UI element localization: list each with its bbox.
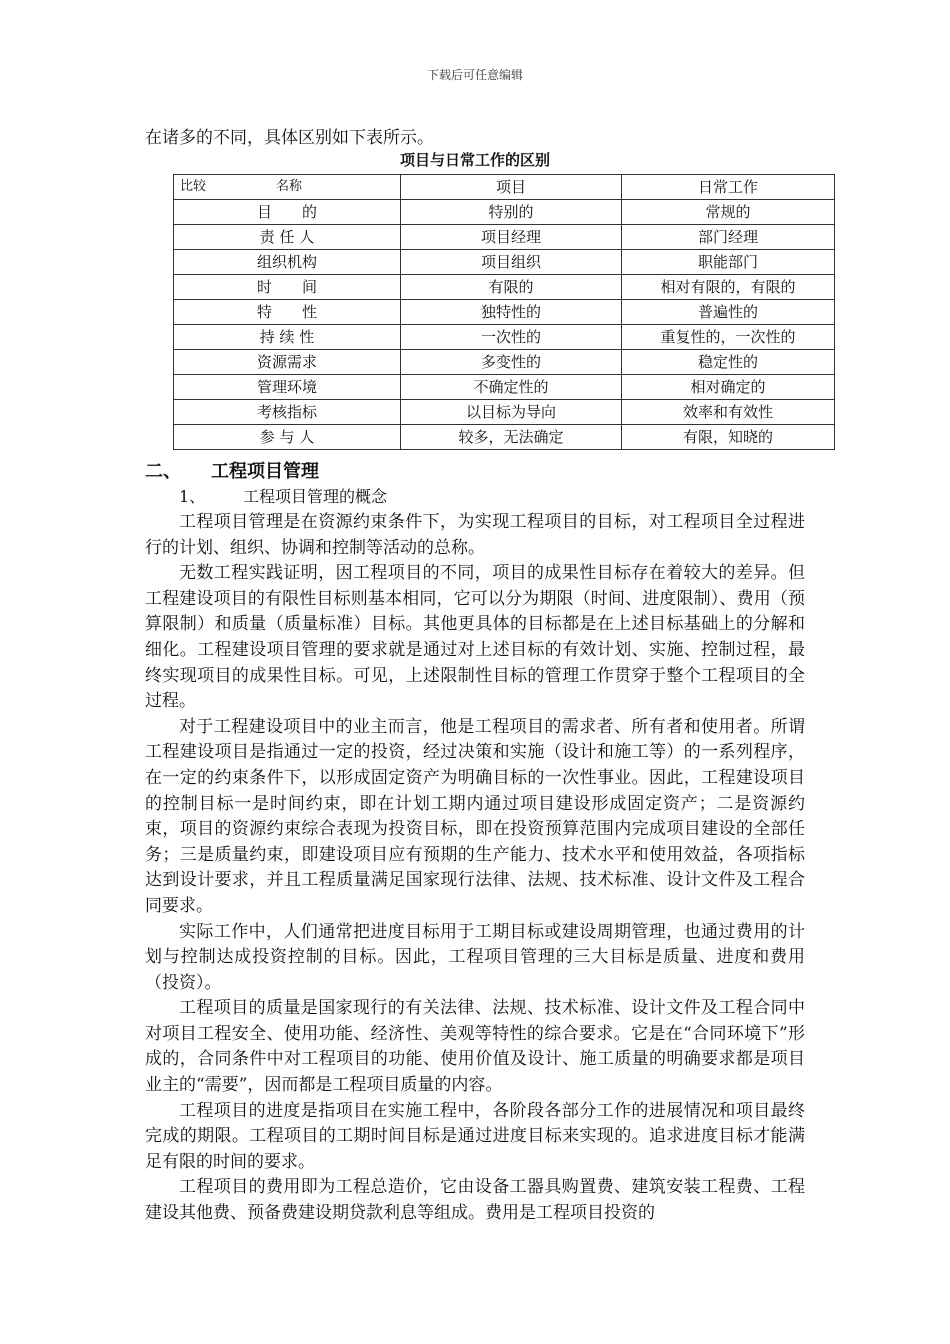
table-cell: 组织机构 [174,250,401,275]
header-name-label: 名称 [276,179,303,194]
table-cell: 目 的 [174,200,401,225]
table-header-cell: 日常工作 [622,175,835,200]
table-cell: 多变性的 [401,350,622,375]
table-header-cell [174,175,401,200]
table-row [174,275,835,300]
table-cell: 持 续 性 [174,325,401,350]
table-cell: 以目标为导向 [401,400,622,425]
table-title: 项目与日常工作的区别 [399,151,550,169]
table-cell: 一次性的 [401,325,622,350]
table-cell: 管理环境 [174,375,401,400]
table-cell: 资源需求 [174,350,401,375]
table-row [174,250,835,275]
table-cell: 较多，无法确定 [401,425,622,450]
table-row [174,350,835,375]
table-cell: 时 间 [174,275,401,300]
paragraph: 工程项目的费用即为工程总造价，它由设备工器具购置费、建筑安装工程费、工程建设其他费、预备费建设期贷款利息等组成。费用是工程项目投资的 [145,1177,805,1224]
paragraph: 对于工程建设项目中的业主而言，他是工程项目的需求者、所有者和使用者。所谓工程建设项目是指通过一定的投资，经过决策和实施（设计和施工等）的一系列程序，在一定的约束条件下，以形成固定资产为明确目标的一次性事业。因此，工程建设项目的控制目标一是时间约束，即在计划工期内通过项目建设形成固定资产；二是资源约束，项目的资源约束综合表现为投资目标，即在投资预算范围内完成项目建设的全部任务；三是质量约束，即建设项目应有预期的生产能力、技术水平和使用效益，各项指标达到设计要求，并且工程质量满足国家现行法律、法规、技术标准、设计文件及工程合同要求。 [145,716,805,916]
paragraph: 工程项目的质量是国家现行的有关法律、法规、技术标准、设计文件及工程合同中对项目工程安全、使用功能、经济性、美观等特性的综合要求。它是在“合同环境下”形成的，合同条件中对工程项目的功能、使用价值及设计、施工质量的明确要求都是项目业主的“需要”，因而都是工程项目质量的内容。 [145,998,805,1096]
table-cell: 不确定性的 [401,375,622,400]
table-row [174,225,835,250]
table-cell: 稳定性的 [622,350,835,375]
table-cell: 普遍性的 [622,300,835,325]
table-header-row [174,175,835,200]
table-cell: 项目组织 [401,250,622,275]
subsection-heading [145,484,805,510]
table-row [174,300,835,325]
paragraph: 实际工作中，人们通常把进度目标用于工期目标或建设周期管理，也通过费用的计划与控制达成投资控制的目标。因此，工程项目管理的三大目标是质量、进度和费用（投资）。 [145,921,805,993]
section-title: 工程项目管理 [211,461,319,482]
table-cell: 有限，知晓的 [622,425,835,450]
table-cell: 效率和有效性 [622,400,835,425]
table-cell: 有限的 [401,275,622,300]
table-cell: 相对有限的，有限的 [622,275,835,300]
intro-text: 在诸多的不同，具体区别如下表所示。 [145,128,434,148]
paragraph: 无数工程实践证明，因工程项目的不同，项目的成果性目标存在着较大的差异。但工程建设项目的有限性目标则基本相同，它可以分为期限（时间、进度限制）、费用（预算限制）和质量（质量标准）目标。其他更具体的目标都是在上述目标基础上的分解和细化。工程建设项目管理的要求就是通过对上述目标的有效计划、实施、控制过程，最终实现项目的成果性目标。可见，上述限制性目标的管理工作贯穿于整个工程项目的全过程。 [145,563,805,712]
table-cell: 部门经理 [622,225,835,250]
table-row [174,400,835,425]
table-row [174,325,835,350]
table-cell: 责 任 人 [174,225,401,250]
paragraph: 工程项目管理是在资源约束条件下，为实现工程项目的目标，对工程项目全过程进行的计划、组织、协调和控制等活动的总称。 [145,512,805,558]
page-header-note: 下载后可任意编辑 [426,68,523,82]
subsection-title: 工程项目管理的概念 [243,487,388,506]
table-cell: 特别的 [401,200,622,225]
section-heading [145,460,805,484]
table-cell: 项目经理 [401,225,622,250]
table-row [174,425,835,450]
table-cell: 相对确定的 [622,375,835,400]
table-header-cell: 项目 [401,175,622,200]
document-body [145,126,805,1224]
table-row [174,200,835,225]
subsection-number: 1、 [179,487,206,506]
table-cell: 参 与 人 [174,425,401,450]
table-cell: 独特性的 [401,300,622,325]
table-row [174,375,835,400]
paragraph: 工程项目的进度是指项目在实施工程中，各阶段各部分工作的进展情况和项目最终完成的期限。工程项目的工期时间目标是通过进度目标来实现的。追求进度目标才能满足有限的时间的要求。 [145,1100,805,1172]
table-cell: 特 性 [174,300,401,325]
header-compare-label: 比较 [180,179,207,194]
table-cell: 常规的 [622,200,835,225]
table-cell: 重复性的，一次性的 [622,325,835,350]
table-cell: 考核指标 [174,400,401,425]
comparison-table [173,174,835,450]
table-cell: 职能部门 [622,250,835,275]
section-number: 二、 [145,461,181,482]
section-engineering-management [145,460,805,1227]
